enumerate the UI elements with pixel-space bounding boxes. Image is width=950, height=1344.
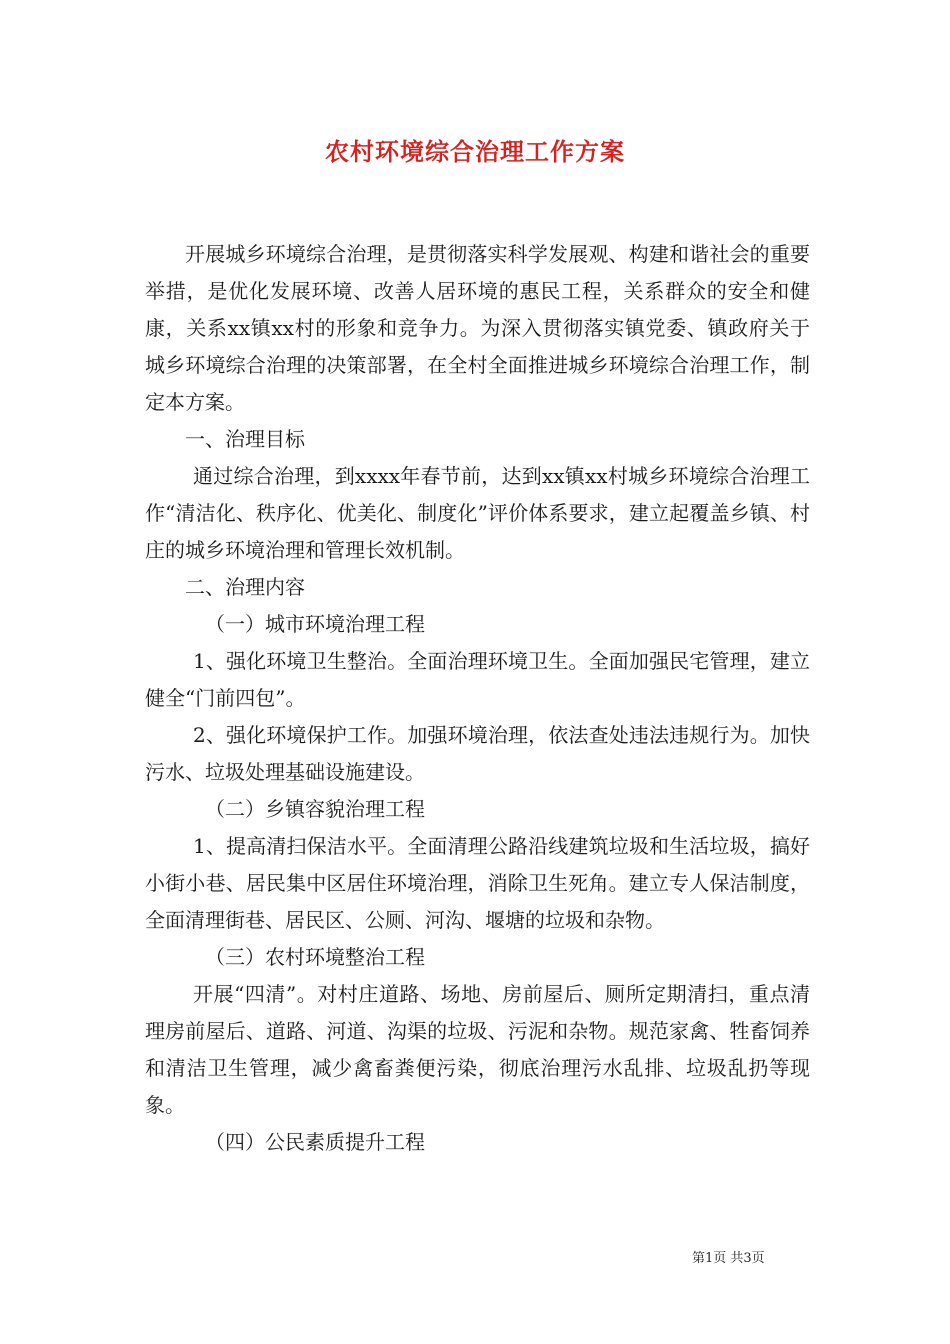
subsection-heading-3: （三）农村环境整治工程	[205, 945, 425, 969]
goals-paragraph: 通过综合治理，到xxxx年春节前，达到xx镇xx村城乡环境综合治理工作“清洁化、秩序化、优美化、制度化”评价体系要求，建立起覆盖乡镇、村庄的城乡环境治理和管理长效机制。	[145, 464, 810, 562]
document-body	[145, 236, 810, 1161]
subsection-heading-4: （四）公民素质提升工程	[205, 1130, 425, 1154]
subsection-heading-1: （一）城市环境治理工程	[205, 612, 425, 636]
subsection-3-item-1: 开展“四清”。对村庄道路、场地、房前屋后、厕所定期清扫，重点清理房前屋后、道路、河道、沟渠的垃圾、污泥和杂物。规范家禽、牲畜饲养和清洁卫生管理，减少禽畜粪便污染，彻底治理污水乱排、垃圾乱扔等现象。	[145, 982, 810, 1117]
subsection-1-item-1: 1、强化环境卫生整治。全面治理环境卫生。全面加强民宅管理，建立健全“门前四包”。	[145, 649, 810, 710]
subsection-heading-2: （二）乡镇容貌治理工程	[205, 797, 425, 821]
page-number: 第1页 共3页	[692, 1251, 765, 1266]
section-heading-goals: 一、治理目标	[185, 427, 305, 451]
section-heading-content: 二、治理内容	[185, 575, 305, 599]
intro-paragraph: 开展城乡环境综合治理，是贯彻落实科学发展观、构建和谐社会的重要举措，是优化发展环境、改善人居环境的惠民工程，关系群众的安全和健康，关系xx镇xx村的形象和竞争力。为深入贯彻落实镇党委、镇政府关于城乡环境综合治理的决策部署，在全村全面推进城乡环境综合治理工作，制定本方案。	[145, 242, 810, 414]
document-title: 农村环境综合治理工作方案	[325, 138, 625, 166]
subsection-2-item-1: 1、提高清扫保洁水平。全面清理公路沿线建筑垃圾和生活垃圾，搞好小街小巷、居民集中区居住环境治理，消除卫生死角。建立专人保洁制度，全面清理街巷、居民区、公厕、河沟、堰塘的垃圾和杂物。	[145, 834, 810, 932]
subsection-1-item-2: 2、强化环境保护工作。加强环境治理，依法查处违法违规行为。加快污水、垃圾处理基础设施建设。	[145, 723, 810, 784]
